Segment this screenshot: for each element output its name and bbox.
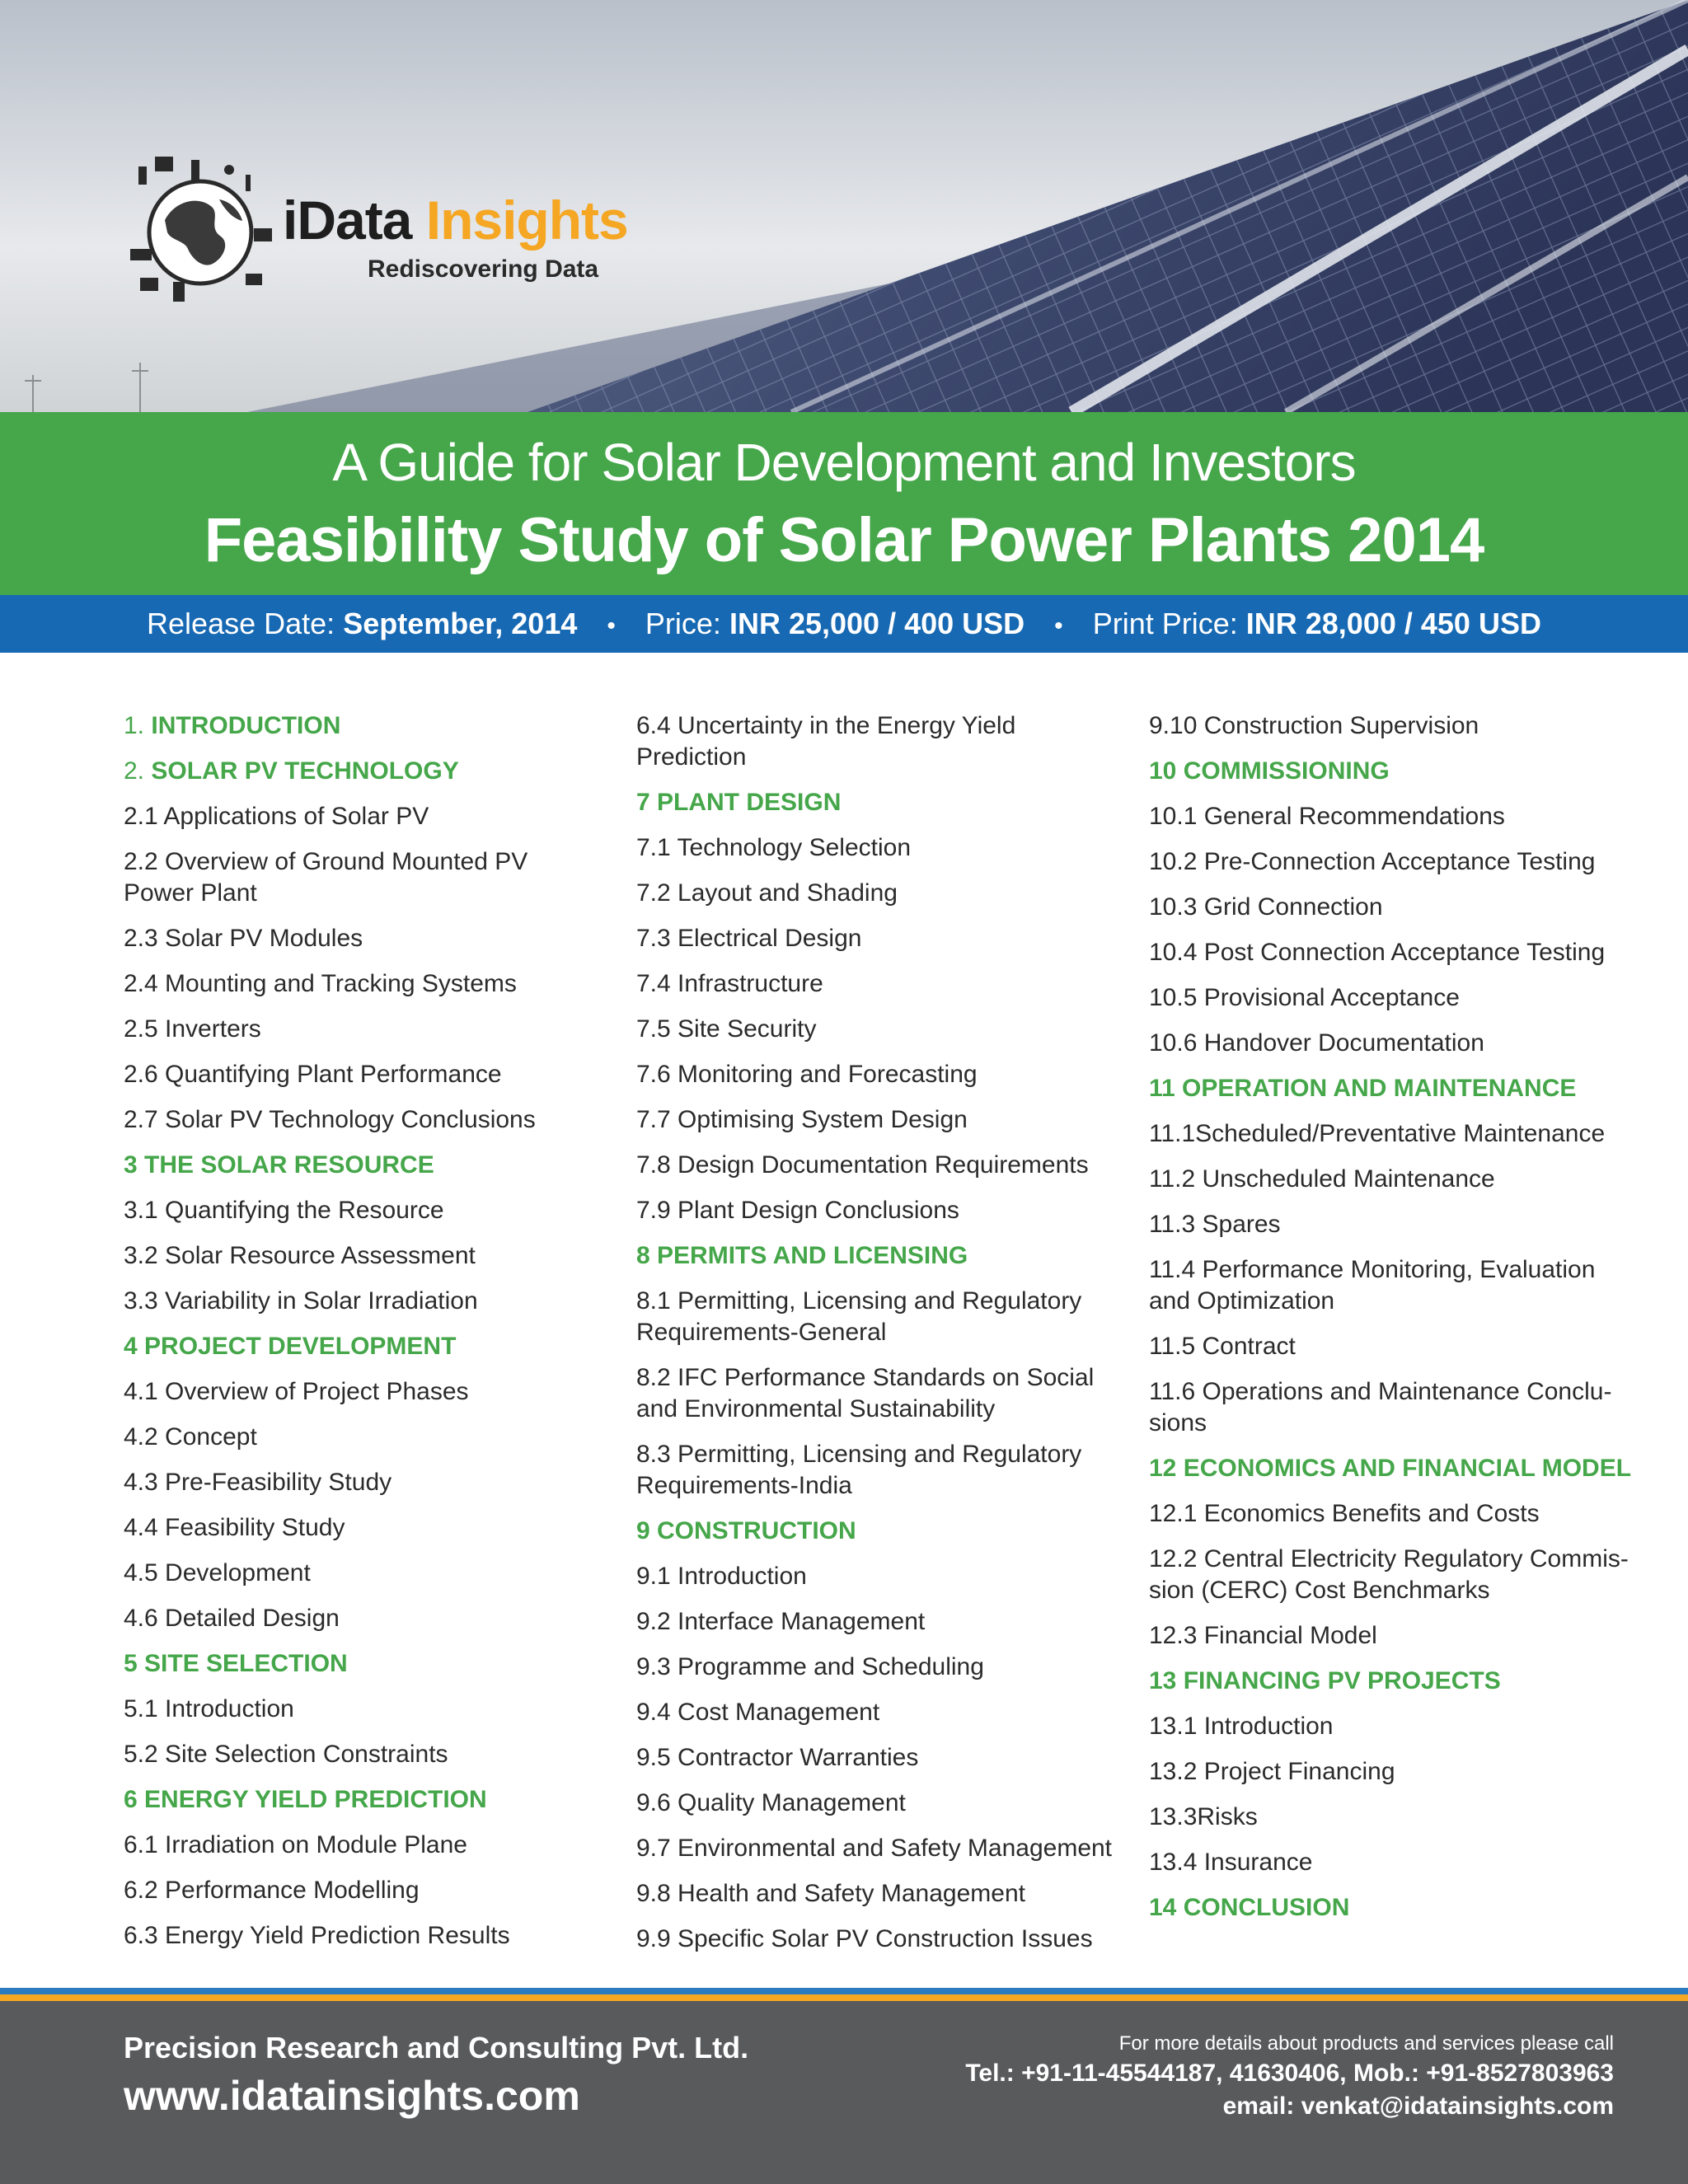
toc-text: 10.3 Grid Connection [1149, 893, 1383, 921]
toc-text: 11.6 Operations and Maintenance Conclu-sions [1149, 1378, 1612, 1436]
toc-item [636, 1788, 1123, 1819]
toc-section-heading [1149, 1073, 1635, 1104]
toc-text: 12.1 Economics Benefits and Costs [1149, 1500, 1540, 1527]
toc-section-heading [124, 1331, 585, 1362]
toc-section-heading [124, 756, 585, 787]
toc-text: 9.10 Construction Supervision [1149, 712, 1479, 739]
toc-text: 7.5 Site Security [636, 1015, 817, 1043]
toc-text: 3.2 Solar Resource Assessment [124, 1242, 476, 1269]
toc-item [636, 1606, 1123, 1638]
price-label: Price: [645, 607, 721, 640]
toc-text: 13.3Risks [1149, 1803, 1258, 1830]
toc-text: 10.6 Handover Documentation [1149, 1029, 1484, 1057]
toc-item [1149, 937, 1635, 968]
website-link[interactable]: www.idatainsights.com [124, 2073, 580, 2119]
toc-text: 5.2 Site Selection Constraints [124, 1741, 448, 1768]
toc-text: 10.2 Pre-Connection Acceptance Testing [1149, 848, 1596, 875]
toc-item [1149, 1756, 1635, 1788]
toc-text: 2.2 Overview of Ground Mounted PV Power Plant [124, 848, 528, 907]
toc-text: 9.2 Interface Management [636, 1608, 926, 1635]
toc-item [636, 1833, 1123, 1864]
toc-text: 13.4 Insurance [1149, 1849, 1313, 1876]
toc-item [636, 1362, 1123, 1425]
toc-item [636, 1878, 1123, 1910]
separator-dot: • [1054, 612, 1063, 640]
toc-text: 7.6 Monitoring and Forecasting [636, 1061, 978, 1088]
toc-item [124, 1195, 585, 1226]
toc-section-heading [636, 787, 1123, 818]
toc-item [1149, 1118, 1635, 1150]
toc-item [124, 1739, 585, 1770]
toc-text: 9.1 Introduction [636, 1563, 807, 1590]
toc-text: 3 THE SOLAR RESOURCE [124, 1151, 434, 1179]
toc-text: 3.3 Variability in Solar Irradiation [124, 1287, 478, 1315]
toc-text: 7.8 Design Documentation Requirements [636, 1151, 1089, 1179]
toc-text: 9.5 Contractor Warranties [636, 1744, 919, 1771]
contact-info [965, 2031, 1614, 2123]
toc-item [636, 1059, 1123, 1090]
toc-text: 7.4 Infrastructure [636, 970, 823, 997]
title-band [0, 412, 1688, 595]
brand-name-part1: iData [283, 190, 412, 251]
toc-text: 6.2 Performance Modelling [124, 1877, 420, 1904]
toc-item [124, 801, 585, 832]
toc-text: 3.1 Quantifying the Resource [124, 1197, 444, 1224]
toc-text: 11.5 Contract [1149, 1333, 1296, 1360]
toc-text: 9.4 Cost Management [636, 1699, 880, 1726]
toc-item [636, 968, 1123, 1000]
toc-item [124, 1920, 585, 1952]
toc-text: 13.1 Introduction [1149, 1713, 1334, 1740]
email-link[interactable]: email: venkat@idatainsights.com [1222, 2093, 1614, 2120]
toc-section-number: 2. [124, 757, 145, 785]
toc-item [636, 1742, 1123, 1774]
toc-text: 6.1 Irradiation on Module Plane [124, 1831, 467, 1858]
hero-banner [0, 0, 1688, 412]
toc-text: 2.1 Applications of Solar PV [124, 803, 429, 830]
toc-item [124, 1059, 585, 1090]
toc-text: 13 FINANCING PV PROJECTS [1149, 1667, 1501, 1694]
toc-item [124, 846, 585, 909]
toc-text: 10 COMMISSIONING [1149, 757, 1390, 785]
toc-text: 11.2 Unscheduled Maintenance [1149, 1165, 1495, 1193]
print-price-label: Print Price: [1092, 607, 1238, 640]
print-price-value: INR 28,000 / 450 USD [1245, 607, 1541, 640]
toc-section-heading [1149, 1666, 1635, 1697]
toc-text: 8.1 Permitting, Licensing and Regulatory Requirements-General [636, 1287, 1082, 1346]
toc-text: 5.1 Introduction [124, 1695, 294, 1722]
toc-text: 12.3 Financial Model [1149, 1622, 1377, 1649]
toc-text: 9.9 Specific Solar PV Construction Issues [636, 1925, 1093, 1952]
brand-name [283, 190, 628, 251]
toc-item [1149, 1028, 1635, 1059]
toc-item [1149, 982, 1635, 1014]
toc-item [636, 1697, 1123, 1728]
toc-item [636, 878, 1123, 909]
toc-item [1149, 1711, 1635, 1742]
toc-item [124, 1558, 585, 1589]
toc-text: 9.7 Environmental and Safety Management [636, 1835, 1113, 1862]
toc-text: 2.3 Solar PV Modules [124, 925, 363, 952]
toc-item [636, 1104, 1123, 1136]
toc-item [1149, 710, 1635, 742]
footer [0, 2001, 1688, 2184]
toc-section-heading [124, 710, 585, 742]
toc-item [636, 1561, 1123, 1592]
toc-item [1149, 1498, 1635, 1530]
toc-text: 7.3 Electrical Design [636, 925, 862, 952]
toc-text: 7.1 Technology Selection [636, 834, 912, 861]
toc-item [124, 1512, 585, 1544]
toc-text: 11.4 Performance Monitoring, Evaluation and Optimization [1149, 1256, 1596, 1315]
toc-section-heading [124, 1648, 585, 1680]
toc-item [1149, 1254, 1635, 1317]
toc-text: 6 ENERGY YIELD PREDICTION [124, 1786, 487, 1813]
toc-text: 8.3 Permitting, Licensing and Regulatory Requirements-India [636, 1441, 1082, 1499]
toc-text: 2.7 Solar PV Technology Conclusions [124, 1106, 536, 1133]
toc-text: 14 CONCLUSION [1149, 1894, 1350, 1921]
toc-item [124, 1104, 585, 1136]
toc-text: SOLAR PV TECHNOLOGY [151, 757, 459, 785]
toc-text: 13.2 Project Financing [1149, 1758, 1395, 1785]
toc-item [124, 1286, 585, 1317]
brand-tagline: Rediscovering Data [368, 255, 599, 283]
toc-section-heading [124, 1150, 585, 1181]
toc-text: 6.4 Uncertainty in the Energy Yield Prediction [636, 712, 1016, 771]
toc-item [124, 1422, 585, 1453]
toc-item [636, 923, 1123, 954]
toc-item [636, 1286, 1123, 1348]
toc-text: 9 CONSTRUCTION [636, 1517, 856, 1544]
toc-text: 7.2 Layout and Shading [636, 879, 898, 907]
toc-item [1149, 1802, 1635, 1833]
toc-text: 9.8 Health and Safety Management [636, 1880, 1025, 1907]
toc-item [636, 1150, 1123, 1181]
toc-section-number: 1. [124, 712, 145, 739]
toc-text: 6.3 Energy Yield Prediction Results [124, 1922, 510, 1949]
toc-text: 11.3 Spares [1149, 1211, 1281, 1238]
toc-text: 7 PLANT DESIGN [636, 789, 842, 816]
footer-stripe-blue [0, 1988, 1688, 1994]
toc-text: 5 SITE SELECTION [124, 1650, 348, 1677]
price-value: INR 25,000 / 400 USD [729, 607, 1025, 640]
brand-logo[interactable] [122, 150, 633, 307]
release-date-value: September, 2014 [343, 607, 578, 640]
toc-item [124, 1875, 585, 1906]
toc-item [124, 1467, 585, 1498]
toc-section-heading [124, 1784, 585, 1816]
toc-text: 12 ECONOMICS AND FINANCIAL MODEL [1149, 1455, 1632, 1482]
toc-section-heading [636, 1516, 1123, 1547]
toc-column-2 [636, 710, 1123, 1969]
toc-item [636, 710, 1123, 773]
toc-item [1149, 1376, 1635, 1439]
toc-item [1149, 1209, 1635, 1240]
toc-text: 9.6 Quality Management [636, 1789, 906, 1816]
toc-text: 8 PERMITS AND LICENSING [636, 1242, 968, 1269]
page-subtitle: A Guide for Solar Development and Investors [332, 433, 1356, 492]
more-details-text: For more details about products and services please call [1118, 2032, 1614, 2055]
phone-numbers[interactable]: Tel.: +91-11-45544187, 41630406, Mob.: +91-8527803963 [965, 2060, 1614, 2087]
release-date-label: Release Date: [147, 607, 335, 640]
toc-text: 2.4 Mounting and Tracking Systems [124, 970, 517, 997]
toc-item [1149, 801, 1635, 832]
toc-item [1149, 892, 1635, 923]
toc-text: 2.6 Quantifying Plant Performance [124, 1061, 502, 1088]
toc-text: 11 OPERATION AND MAINTENANCE [1149, 1075, 1577, 1102]
toc-text: 7.9 Plant Design Conclusions [636, 1197, 959, 1224]
toc-item [124, 1240, 585, 1272]
toc-item [124, 1603, 585, 1634]
toc-text: 9.3 Programme and Scheduling [636, 1653, 984, 1680]
toc-section-heading [1149, 756, 1635, 787]
page-title: Feasibility Study of Solar Power Plants 2014 [204, 505, 1484, 575]
toc-text: 10.4 Post Connection Acceptance Testing [1149, 939, 1606, 966]
toc-item [1149, 1544, 1635, 1606]
toc-item [636, 832, 1123, 864]
toc-item [124, 923, 585, 954]
toc-section-heading [636, 1240, 1123, 1272]
toc-text: 2.5 Inverters [124, 1015, 261, 1043]
toc-text: 4 PROJECT DEVELOPMENT [124, 1333, 457, 1360]
toc-text: 11.1Scheduled/Preventative Maintenance [1149, 1120, 1606, 1147]
release-info-bar [0, 595, 1688, 653]
toc-item [124, 1694, 585, 1725]
toc-item [636, 1924, 1123, 1955]
toc-text: 10.5 Provisional Acceptance [1149, 984, 1460, 1011]
toc-item [1149, 1331, 1635, 1362]
toc-text: 4.6 Detailed Design [124, 1605, 340, 1632]
toc-text: 7.7 Optimising System Design [636, 1106, 968, 1133]
toc-section-heading [1149, 1892, 1635, 1924]
toc-column-1 [124, 710, 585, 1966]
toc-text: INTRODUCTION [151, 712, 341, 739]
toc-item [124, 1830, 585, 1861]
toc-text: 4.1 Overview of Project Phases [124, 1378, 469, 1405]
separator-dot: • [607, 612, 616, 640]
footer-stripe-orange [0, 1994, 1688, 2001]
toc-item [124, 968, 585, 1000]
toc-item [1149, 1847, 1635, 1878]
toc-text: 4.3 Pre-Feasibility Study [124, 1469, 392, 1496]
toc-text: 12.2 Central Electricity Regulatory Commis-sion (CERC) Cost Benchmarks [1149, 1545, 1629, 1604]
toc-item [636, 1652, 1123, 1683]
toc-item [1149, 846, 1635, 878]
brand-name-part2: Insights [425, 190, 628, 251]
toc-text: 10.1 General Recommendations [1149, 803, 1505, 830]
company-name: Precision Research and Consulting Pvt. Ltd. [124, 2031, 749, 2064]
toc-text: 8.2 IFC Performance Standards on Social and Environmental Sustainability [636, 1364, 1095, 1422]
toc-section-heading [1149, 1453, 1635, 1484]
toc-item [124, 1014, 585, 1045]
globe-icon [122, 150, 279, 307]
toc-item [636, 1195, 1123, 1226]
toc-text: 4.4 Feasibility Study [124, 1514, 345, 1541]
toc-item [1149, 1620, 1635, 1652]
toc-item [1149, 1164, 1635, 1195]
toc-item [636, 1014, 1123, 1045]
toc-column-3 [1149, 710, 1635, 1938]
toc-text: 4.2 Concept [124, 1423, 257, 1451]
toc-item [124, 1376, 585, 1408]
toc-item [636, 1439, 1123, 1502]
toc-text: 4.5 Development [124, 1559, 311, 1586]
